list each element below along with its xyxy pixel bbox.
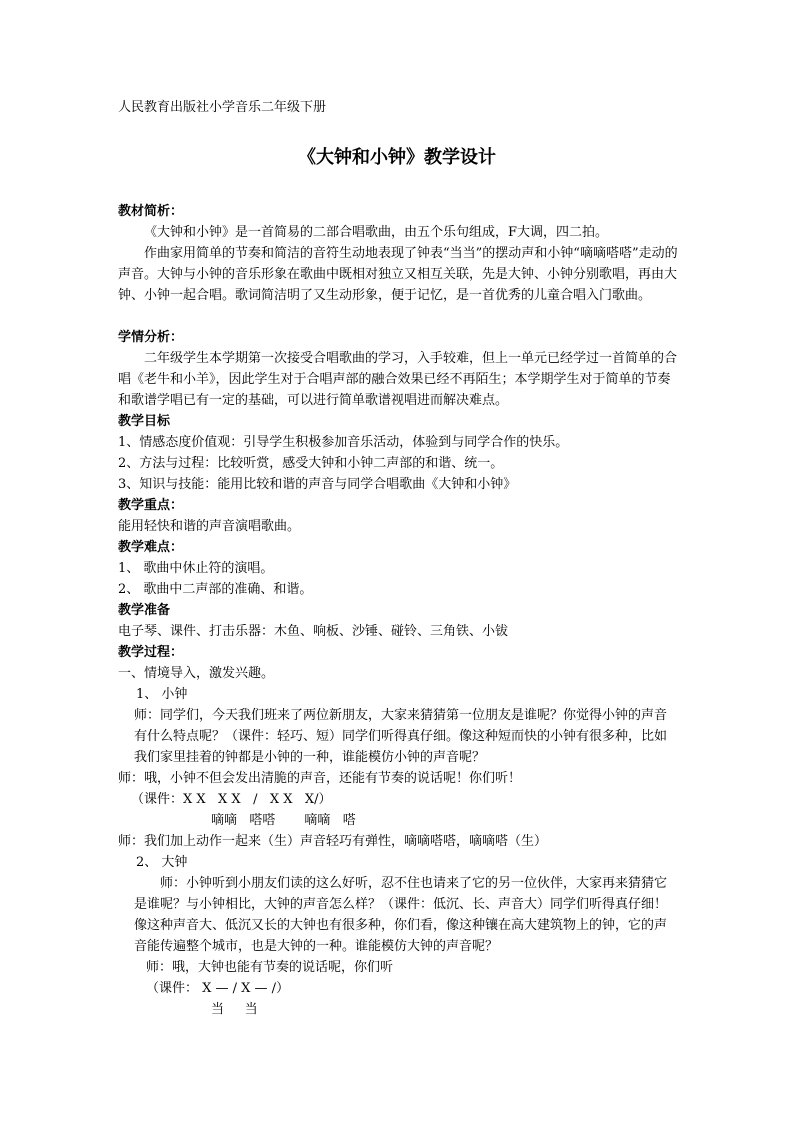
analysis-body bbox=[118, 222, 678, 306]
big-clock-paragraph: 师：小钟听到小朋友们读的这么好听，忍不住也请来了它的另一位伙伴，大家再来猜猜它是谁呢？与小钟相比，大钟的声音怎么样？（课件：低沉、长、声音大）同学们听得真仔细！像这种声音大、低沉又长的大钟也有很多种，你们看，像这种镶在高大建筑物上的钟，它的声音能传遍整个城市，也是大钟的一种。谁能模仿大钟的声音呢？ bbox=[134, 876, 668, 954]
small-clock-body bbox=[134, 705, 678, 768]
goals-heading: 教学目标 bbox=[118, 414, 171, 429]
goal-item: 1、情感态度价值观：引导学生积极参加音乐活动，体验到与同学合作的快乐。 bbox=[118, 435, 569, 450]
rhythm-small-clock-words: 嘀嘀 嗒嗒 嘀嘀 嗒 bbox=[211, 813, 356, 828]
process-heading: 教学过程： bbox=[118, 645, 184, 660]
big-clock-body bbox=[134, 873, 678, 957]
focus-text: 能用轻快和谐的声音演唱歌曲。 bbox=[118, 519, 301, 534]
small-clock-subheading: 1、 小钟 bbox=[136, 687, 188, 702]
difficulty-item: 1、 歌曲中休止符的演唱。 bbox=[118, 561, 274, 576]
teacher-line-3: 师：哦，大钟也能有节奏的说话呢，你们听 bbox=[146, 960, 394, 975]
prep-text: 电子琴、课件、打击乐器：木鱼、响板、沙锤、碰铃、三角铁、小钹 bbox=[118, 624, 509, 639]
rhythm-small-clock: （课件：X X X X / X X X/） bbox=[131, 792, 332, 807]
document-title: 《大钟和小钟》教学设计 bbox=[298, 147, 496, 168]
rhythm-big-clock-words: 当 当 bbox=[211, 1002, 258, 1017]
big-clock-subheading: 2、 大钟 bbox=[136, 855, 188, 870]
goal-item: 2、方法与过程：比较听赏，感受大钟和小钟二声部的和谐、统一。 bbox=[118, 456, 504, 471]
teacher-line-1: 师：哦，小钟不但会发出清脆的声音，还能有节奏的说话呢！你们听！ bbox=[118, 771, 522, 786]
rhythm-big-clock: （课件： X — / X — /） bbox=[146, 981, 290, 996]
analysis-paragraph-2: 作曲家用简单的节奏和简洁的音符生动地表现了钟表“当当”的摆动声和小钟“嘀嘀嗒嗒”走动的声音。大钟与小钟的音乐形象在歌曲中既相对独立又相互关联，先是大钟、小钟分别歌唱，再由大钟、小钟一起合唱。歌词简洁明了又生动形象，便于记忆，是一首优秀的儿童合唱入门歌曲。 bbox=[118, 246, 678, 303]
process-step-1: 一、情境导入，激发兴趣。 bbox=[118, 666, 275, 681]
difficulty-heading: 教学难点： bbox=[118, 540, 184, 555]
students-heading: 学情分析： bbox=[118, 330, 184, 345]
analysis-paragraph-1: 《大钟和小钟》是一首简易的二部合唱歌曲，由五个乐句组成，F大调，四二拍。 bbox=[144, 225, 609, 240]
students-body bbox=[118, 348, 678, 411]
teacher-line-2: 师：我们加上动作一起来（生）声音轻巧有弹性，嘀嘀嗒嗒，嘀嘀嗒（生） bbox=[118, 834, 548, 849]
goal-item: 3、知识与技能：能用比较和谐的声音与同学合唱歌曲《大钟和小钟》 bbox=[118, 477, 517, 492]
difficulty-item: 2、 歌曲中二声部的准确、和谐。 bbox=[118, 582, 313, 597]
focus-heading: 教学重点： bbox=[118, 498, 184, 513]
small-clock-paragraph: 师：同学们，今天我们班来了两位新朋友，大家来猜猜第一位朋友是谁呢？你觉得小钟的声音有什么特点呢？（课件：轻巧、短）同学们听得真仔细。像这种短而快的小钟有很多种，比如我们家里挂着的钟都是小钟的一种，谁能模仿小钟的声音呢？ bbox=[134, 708, 668, 765]
prep-heading: 教学准备 bbox=[118, 603, 171, 618]
publisher-line: 人民教育出版社小学音乐二年级下册 bbox=[118, 100, 327, 115]
analysis-heading: 教材简析： bbox=[118, 204, 184, 219]
students-paragraph-1: 二年级学生本学期第一次接受合唱歌曲的学习，入手较难，但上一单元已经学过一首简单的合唱《老牛和小羊》，因此学生对于合唱声部的融合效果已经不再陌生；本学期学生对于简单的节奏和歌谱学唱已有一定的基础，可以进行简单歌谱视唱进而解决难点。 bbox=[118, 351, 678, 408]
